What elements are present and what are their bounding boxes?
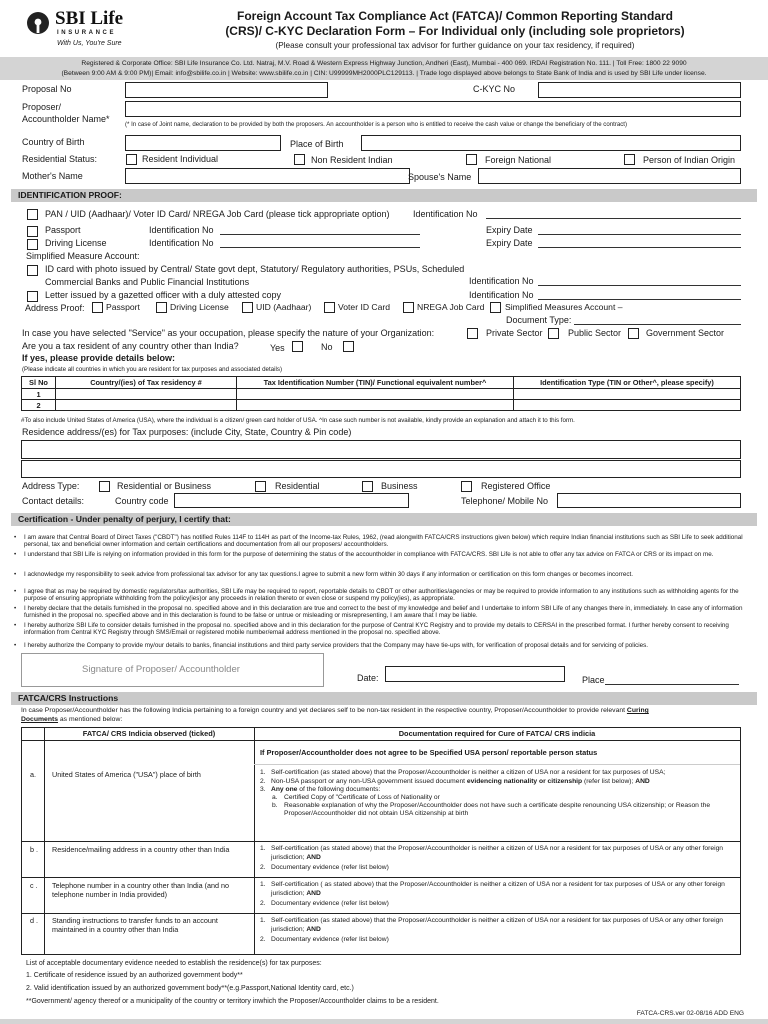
ckyc-no-field[interactable] bbox=[538, 82, 741, 98]
row-c-docs: 1. Self-certification ( as stated above) that the Proposer/Accountholder is neither a citizen of USA nor a resident for tax purposes of USA or any other foreign jurisdiction; AND 2. Documentary evidence (refer list below) bbox=[260, 881, 725, 907]
address-type-label: Address Type: bbox=[22, 481, 80, 491]
simplified-id-no-field[interactable] bbox=[538, 285, 741, 286]
country-code-field[interactable] bbox=[174, 493, 409, 508]
certification-item: • I understand that SBI Life is relying on information provided in this form for the purpose of determining the status of the accountholder in compliance with FATCA/CRS. SBI Life is not able to offer any tax advice on FATCA or CRS or its impact on me. bbox=[14, 551, 714, 558]
tax-table-footnote: #To also include United States of America (USA), where the individual is a citizen/ green card holder of USA. ^In case such number is not available, kindly provide an explanation and attach it to this form. bbox=[21, 417, 575, 424]
row-c-id: c . bbox=[30, 881, 38, 890]
residential-checkbox[interactable] bbox=[255, 481, 266, 492]
col-tin: Tax Identification Number (TIN)/ Functional equivalent number^ bbox=[237, 377, 514, 389]
country-cell[interactable] bbox=[56, 389, 237, 400]
country-of-birth-field[interactable] bbox=[125, 135, 281, 151]
row-number: 2 bbox=[22, 400, 56, 411]
instructions-intro: In case Proposer/Accountholder has the following Indicia pertaining to a foreign country and yet declares self to be non-tax resident in the respective country, Proposer/Accountholder to provide relevant Curing Documents as mentioned below: bbox=[21, 707, 649, 723]
gazetted-id-no-field[interactable] bbox=[538, 299, 741, 300]
proposer-name-field[interactable] bbox=[125, 101, 741, 117]
registered-office-label: Registered Office bbox=[481, 481, 551, 491]
row-b-docs: 1. Self-certification (as stated above) that the Proposer/Accountholder is neither a citizen of USA nor a resident for tax purposes of USA or any other foreign jurisdiction; AND 2. Documentary evidence (refer list below) bbox=[260, 845, 724, 871]
documentary-list-item-2: 2. Valid identification issued by an authorized government body**(e.g.Passport,National Identity card, etc.) bbox=[26, 985, 354, 992]
addr-uid-label: UID (Aadhaar) bbox=[256, 302, 312, 312]
passport-id-no-field[interactable] bbox=[220, 234, 420, 235]
col-country: Country/(ies) of Tax residency # bbox=[56, 377, 237, 389]
dl-id-no-field[interactable] bbox=[220, 247, 420, 248]
driving-license-checkbox[interactable] bbox=[27, 239, 38, 250]
telephone-label: Telephone/ Mobile No bbox=[461, 496, 549, 506]
registered-line2: (Between 9:00 AM & 9:00 PM)| Email: info@sbilife.co.in | Website: www.sbilife.co.in | CIN: U99999MH2000PLC129113. | Trade logo displayed above belongs to State Bank of India and is used by SBI Life under license. bbox=[61, 70, 707, 77]
residence-address-field-2[interactable] bbox=[21, 460, 741, 478]
country-of-birth-label: Country of Birth bbox=[22, 137, 85, 147]
logo-sub: INSURANCE bbox=[57, 30, 117, 36]
public-sector-label: Public Sector bbox=[568, 328, 622, 338]
passport-label: Passport bbox=[45, 225, 81, 235]
driving-license-label: Driving License bbox=[45, 238, 107, 248]
residential-or-business-label: Residential or Business bbox=[117, 481, 212, 491]
documentary-list-note: **Government/ agency thereof or a municipality of the country or territory inwhich the Proposer/Accountholder claims to be a resident. bbox=[26, 998, 439, 1005]
form-title-line3: (Please consult your professional tax advisor for further guidance on your tax residency, if required) bbox=[275, 41, 635, 50]
table-row bbox=[22, 389, 741, 400]
nri-checkbox[interactable] bbox=[294, 154, 305, 165]
tax-resident-question: Are you a tax resident of any country other than India? bbox=[22, 341, 239, 351]
documentary-list-heading: List of acceptable documentary evidence needed to establish the residence(s) for tax purposes: bbox=[26, 960, 322, 967]
certification-item: • I hereby declare that the details furnished in the proposal no. specified above and in this declaration are true and correct to the best of my knowledge and belief and I undertake to inform SBI Life of any changes there in, immediately. In case any of information furnished in the proposal no. specified above and in this declaration is found to be false or untrue or misleading or misrepresenting, I am aware that I may be liable. bbox=[14, 605, 743, 620]
form-title-line2: (CRS)/ C-KYC Declaration Form – For Individual only (including sole proprietors) bbox=[225, 24, 685, 38]
addr-dl-checkbox[interactable] bbox=[156, 302, 167, 313]
simplified-id-card-checkbox[interactable] bbox=[27, 265, 38, 276]
no-label: No bbox=[321, 342, 333, 352]
documentary-list-item-1: 1. Certificate of residence issued by an authorized government body** bbox=[26, 972, 243, 979]
col-id-type: Identification Type (TIN or Other^, please specify) bbox=[514, 377, 741, 389]
addr-voter-checkbox[interactable] bbox=[324, 302, 335, 313]
country-cell[interactable] bbox=[56, 400, 237, 411]
signature-label: Signature of Proposer/ Accountholder bbox=[82, 664, 240, 675]
place-of-birth-field[interactable] bbox=[361, 135, 741, 151]
pan-checkbox[interactable] bbox=[27, 209, 38, 220]
residential-or-business-checkbox[interactable] bbox=[99, 481, 110, 492]
private-sector-checkbox[interactable] bbox=[467, 328, 478, 339]
pio-checkbox[interactable] bbox=[624, 154, 635, 165]
passport-checkbox[interactable] bbox=[27, 226, 38, 237]
document-type-field[interactable] bbox=[574, 324, 741, 325]
pan-line: PAN / UID (Aadhaar)/ Voter ID Card/ NREGA Job Card (please tick appropriate option) bbox=[45, 209, 390, 219]
business-label: Business bbox=[381, 481, 418, 491]
registered-line1: Registered & Corporate Office: SBI Life Insurance Co. Ltd. Natraj, M.V. Road & Western Express Highway Junction, Andheri (East), Mumbai - 400 069. IRDAI Registration No. 111. | Toll Free: 1800 22 9090 bbox=[81, 60, 687, 67]
addr-dl-label: Driving License bbox=[170, 302, 229, 312]
proposer-label-1: Proposer/ bbox=[22, 102, 62, 112]
certification-item: • I acknowledge my responsibility to seek advice from professional tax advisor for any tax questions.I agree to submit a new form within 30 days if any information or certification on this form changes or becomes incorrect. bbox=[14, 571, 633, 578]
residential-status-label: Residential Status: bbox=[22, 154, 98, 164]
form-version-code: FATCA-CRS.ver 02-08/16 ADD ENG bbox=[636, 1010, 744, 1017]
sbi-life-logo bbox=[26, 9, 146, 55]
addr-nrega-label: NREGA Job Card bbox=[417, 302, 485, 312]
identification-heading: IDENTIFICATION PROOF: bbox=[11, 189, 757, 202]
dl-id-no-label: Identification No bbox=[149, 238, 214, 248]
place-of-birth-label: Place of Birth bbox=[290, 139, 344, 149]
country-code-label: Country code bbox=[115, 496, 169, 506]
ckyc-no-label: C-KYC No bbox=[473, 84, 516, 94]
passport-expiry-label: Expiry Date bbox=[486, 225, 533, 235]
pan-id-no-field[interactable] bbox=[486, 218, 741, 219]
col-indicia-header: FATCA/ CRS Indicia observed (ticked) bbox=[82, 729, 216, 738]
passport-id-no-label: Identification No bbox=[149, 225, 214, 235]
row-c-indicia: Telephone number in a country other than India (and no telephone number in India provided) bbox=[52, 881, 230, 899]
tax-resident-yes-checkbox[interactable] bbox=[292, 341, 303, 352]
residential-label: Residential bbox=[275, 481, 320, 491]
row-d-indicia: Standing instructions to transfer funds to an account maintained in a country other than India bbox=[52, 916, 218, 934]
place-field[interactable] bbox=[605, 684, 739, 685]
tin-cell[interactable] bbox=[237, 389, 514, 400]
row-number: 1 bbox=[22, 389, 56, 400]
yes-label: Yes bbox=[270, 343, 285, 353]
pan-id-no-label: Identification No bbox=[413, 209, 478, 219]
indicia-table bbox=[21, 727, 741, 955]
row-d-id: d . bbox=[30, 916, 38, 925]
row-b-indicia: Residence/mailing address in a country other than India bbox=[52, 845, 230, 854]
dl-expiry-label: Expiry Date bbox=[486, 238, 533, 248]
pio-label: Person of Indian Origin bbox=[643, 155, 736, 165]
gazetted-letter-checkbox[interactable] bbox=[27, 291, 38, 302]
table-row bbox=[22, 400, 741, 411]
public-sector-checkbox[interactable] bbox=[548, 328, 559, 339]
resident-individual-checkbox[interactable] bbox=[126, 154, 137, 165]
contact-details-label: Contact details: bbox=[22, 496, 85, 506]
spouses-name-label: Spouse's Name bbox=[408, 172, 472, 182]
addr-simplified-checkbox[interactable] bbox=[490, 302, 501, 313]
date-label: Date: bbox=[357, 673, 379, 683]
residence-label: Residence address/(es) for Tax purposes: (include City, State, Country & Pin code) bbox=[22, 427, 352, 437]
signature-box[interactable] bbox=[21, 653, 324, 687]
tin-cell[interactable] bbox=[237, 400, 514, 411]
row-b-id: b . bbox=[30, 845, 38, 854]
addr-voter-label: Voter ID Card bbox=[338, 302, 391, 312]
id-type-cell[interactable] bbox=[514, 389, 741, 400]
mothers-name-label: Mother's Name bbox=[22, 171, 83, 181]
tax-residency-table bbox=[21, 376, 741, 411]
simplified-id-card-line2: Commercial Banks and Public Financial Institutions bbox=[45, 277, 250, 287]
if-yes-label: If yes, please provide details below: bbox=[22, 353, 176, 363]
resident-individual-label: Resident Individual bbox=[142, 154, 219, 164]
addr-simplified-label: Simplified Measures Account – bbox=[505, 302, 623, 312]
addr-passport-label: Passport bbox=[106, 302, 140, 312]
simplified-id-card-line1: ID card with photo issued by Central/ State govt dept, Statutory/ Regulatory authorities, PSUs, Scheduled bbox=[45, 264, 465, 274]
private-sector-label: Private Sector bbox=[486, 328, 543, 338]
row-d-docs: 1. Self-certification (as stated above) that the Proposer/Accountholder is neither a citizen of USA nor a resident for tax purposes of USA or any other foreign jurisdiction; AND 2. Documentary evidence (refer list below) bbox=[260, 917, 724, 943]
document-type-label: Document Type: bbox=[506, 315, 572, 325]
tax-resident-no-checkbox[interactable] bbox=[343, 341, 354, 352]
row-a-id: a. bbox=[30, 770, 36, 779]
nri-label: Non Resident Indian bbox=[311, 155, 393, 165]
logo-tagline: With Us, You're Sure bbox=[57, 40, 122, 47]
address-proof-label: Address Proof: bbox=[25, 303, 85, 313]
row-a-indicia: United States of America ("USA") place of birth bbox=[52, 770, 201, 779]
simplified-heading: Simplified Measure Account: bbox=[26, 251, 140, 261]
instructions-heading: FATCA/CRS Instructions bbox=[11, 692, 757, 705]
simplified-id-no-label: Identification No bbox=[469, 276, 534, 286]
indicate-all-note: (Please indicate all countries in which you are resident for tax purposes and associated details) bbox=[22, 366, 283, 373]
date-field[interactable] bbox=[385, 666, 565, 682]
col-sl-no: Sl No bbox=[22, 377, 56, 389]
sbi-logo-icon bbox=[26, 11, 50, 35]
addr-passport-checkbox[interactable] bbox=[92, 302, 103, 313]
foreign-national-label: Foreign National bbox=[485, 155, 552, 165]
proposer-note: (* In case of Joint name, declaration to be provided by both the proposers. An accountholder is a person who is entitled to receive the cash value or change the beneficiary of the contract) bbox=[125, 121, 628, 128]
certification-item: • I agree that as may be required by domestic regulators/tax authorities, SBI Life may be required to report, reportable details to CBDT or other authorities/agencies or may be required to provide information to any institutions such as withholding agents for the purpose of ensuring appropriate withholding from the policy(ies)or any proceeds in relation thereto or even close or suspend my policy(ies), as appropriate. bbox=[14, 588, 739, 603]
registered-office-band bbox=[0, 57, 768, 80]
logo-name: SBI Life bbox=[55, 8, 124, 29]
proposal-no-label: Proposal No bbox=[22, 84, 72, 94]
spouses-name-field[interactable] bbox=[478, 168, 741, 184]
form-title-line1: Foreign Account Tax Compliance Act (FATCA)/ Common Reporting Standard bbox=[236, 9, 673, 23]
gazetted-id-no-label: Identification No bbox=[469, 290, 534, 300]
certification-item: • I hereby authorize SBI Life to consider details furnished in the proposal no. specified above and in this declaration for the purpose of Central KYC Registry and to provide my details to CERSAI in the prescribed format. I further hereby consent to receiving information from Central KYC Registry through SMS/Email or registered mobile number/email address mentioned in the proposal no. specified above. bbox=[14, 622, 729, 637]
telephone-field[interactable] bbox=[557, 493, 741, 508]
proposal-no-field[interactable] bbox=[125, 82, 328, 98]
id-type-cell[interactable] bbox=[514, 400, 741, 411]
bottom-band bbox=[0, 1019, 768, 1024]
place-label: Place bbox=[582, 675, 605, 685]
row-a-docs: 1. Self-certification (as stated above) that the Proposer/Accountholder is neither a citizen of USA nor a resident for tax purposes of USA; 2. Non-USA passport or any non-USA government issued document evidencing nationality or citizenship (refer list below); AND 3. Any one of the following documents: a. Certified Copy of "Certificate of Loss of Nationality or b. Reasonable explanation of why the Proposer/Accountholder does not have such a certificate despite renouncing USA citizenship; or Reason the Proposer/Accountholder did not obtain USA citizenship at birth bbox=[260, 769, 711, 817]
certification-item: • I am aware that Central Board of Direct Taxes ("CBDT") has notified Rules 114F to 114H as part of the Income-tax Rules, 1962, (read alongwith FATCA/CRS instructions given below) which require Indian financial institutions such as SBI Life to seek additional personal, tax and beneficial owner information and certain certifications and documentation from all our proposers/ accountholders. bbox=[14, 534, 743, 549]
col-documentation-header: Documentation required for Cure of FATCA/ CRS indicia bbox=[398, 729, 596, 738]
government-sector-label: Government Sector bbox=[646, 328, 725, 338]
gazetted-letter-label: Letter issued by a gazetted officer with a duly attested copy bbox=[45, 290, 281, 300]
passport-expiry-field[interactable] bbox=[538, 234, 741, 235]
dl-expiry-field[interactable] bbox=[538, 247, 741, 248]
foreign-national-checkbox[interactable] bbox=[466, 154, 477, 165]
documentation-subheader: If Proposer/Accountholder does not agree to be Specified USA person/ reportable person status bbox=[260, 748, 598, 757]
registered-office-checkbox[interactable] bbox=[461, 481, 472, 492]
certification-item: • I hereby authorize the Company to provide my/our details to banks, financial institutions and third party service providers that the Company may have tie-ups with, for verification of proposal details and for servicing of policies. bbox=[14, 642, 649, 649]
government-sector-checkbox[interactable] bbox=[628, 328, 639, 339]
residence-address-field-1[interactable] bbox=[21, 440, 741, 459]
mothers-name-field[interactable] bbox=[125, 168, 410, 184]
proposer-label-2: Accountholder Name* bbox=[22, 114, 110, 124]
service-question: In case you have selected "Service" as your occupation, please specify the nature of your Organization: bbox=[22, 328, 435, 338]
business-checkbox[interactable] bbox=[362, 481, 373, 492]
addr-nrega-checkbox[interactable] bbox=[403, 302, 414, 313]
certification-heading: Certification - Under penalty of perjury, I certify that: bbox=[11, 513, 757, 526]
addr-uid-checkbox[interactable] bbox=[242, 302, 253, 313]
